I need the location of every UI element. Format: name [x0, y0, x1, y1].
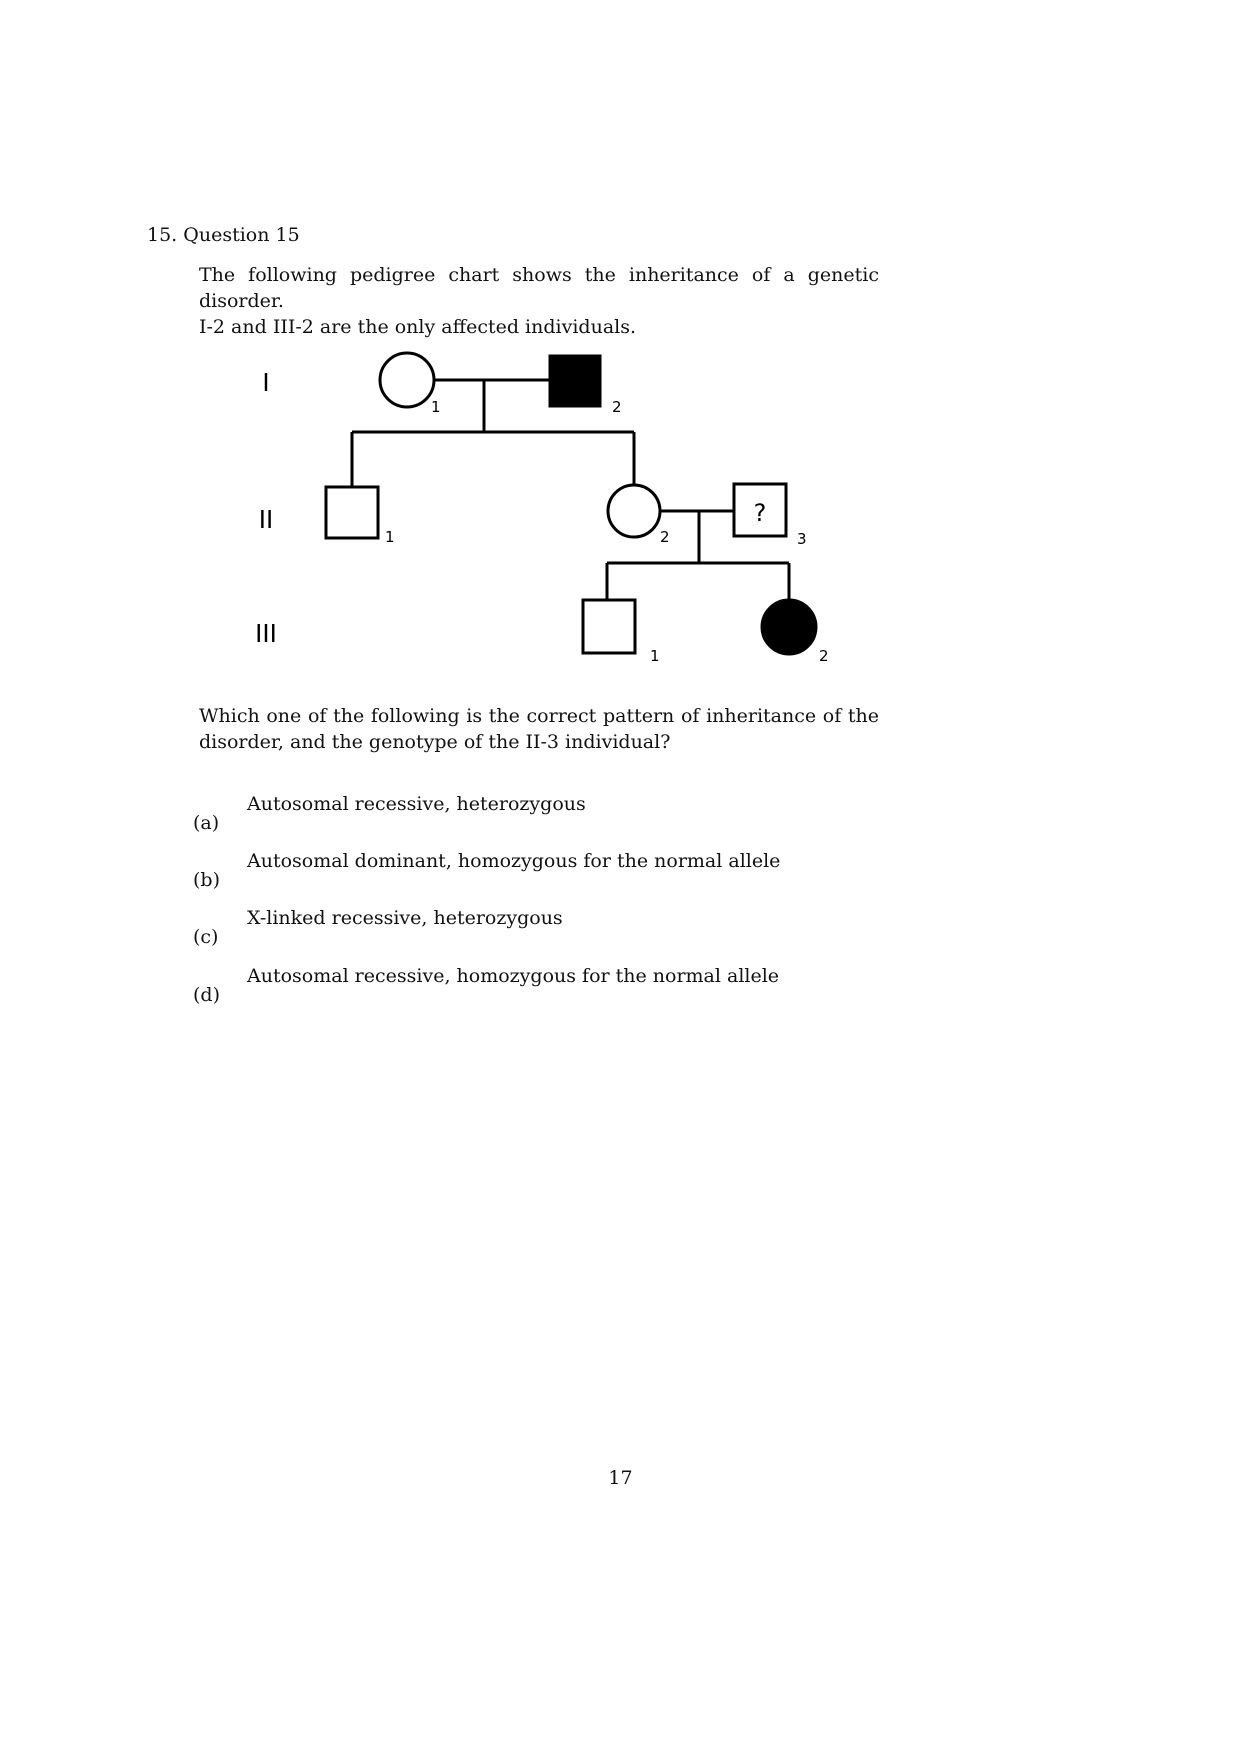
generation-label-I: I: [262, 367, 270, 397]
option-a-text: Autosomal recessive, heterozygous: [247, 793, 586, 815]
page-number: 17: [608, 1467, 633, 1489]
individual-I-2-label: 2: [612, 398, 622, 416]
option-d-letter: (d): [193, 984, 220, 1006]
pedigree-chart: [0, 0, 1241, 720]
stem-line-1: The following pedigree chart shows the inheritance of a genetic disorder.: [199, 264, 879, 312]
individual-III-2-affected-female-symbol: [762, 600, 816, 654]
individual-II-2-female-symbol: [608, 485, 660, 537]
individual-II-1-label: 1: [385, 528, 395, 546]
individual-I-2-affected-male-symbol: [550, 356, 600, 406]
option-a[interactable]: [190, 793, 890, 853]
individual-I-1-label: 1: [431, 398, 441, 416]
option-b-letter: (b): [193, 869, 220, 891]
question-number: 15. Question 15: [147, 224, 300, 246]
individual-III-2-label: 2: [819, 647, 829, 665]
ask-line-2: disorder, and the genotype of the II-3 individual?: [199, 731, 671, 753]
individual-III-1-male-symbol: [583, 600, 635, 653]
ask-line-1: Which one of the following is the correct pattern of inheritance of the: [199, 705, 879, 727]
individual-III-1-label: 1: [650, 647, 660, 665]
stem-line-2: I-2 and III-2 are the only affected individuals.: [199, 316, 637, 338]
option-c[interactable]: [190, 907, 890, 967]
option-b[interactable]: [190, 850, 890, 910]
generation-label-II: II: [258, 504, 274, 534]
option-a-letter: (a): [193, 812, 220, 834]
option-b-text: Autosomal dominant, homozygous for the normal allele: [247, 850, 781, 872]
option-c-text: X-linked recessive, heterozygous: [247, 907, 563, 929]
generation-label-III: III: [255, 618, 277, 648]
option-d[interactable]: [190, 965, 890, 1025]
individual-II-3-label: 3: [797, 530, 807, 548]
question-mark-icon: ?: [753, 499, 767, 527]
individual-II-2-label: 2: [660, 528, 670, 546]
question-ask: [199, 703, 879, 755]
individual-II-1-male-symbol: [326, 487, 378, 538]
option-c-letter: (c): [193, 926, 219, 948]
option-d-text: Autosomal recessive, homozygous for the normal allele: [247, 965, 780, 987]
individual-I-1-female-symbol: [380, 353, 434, 407]
